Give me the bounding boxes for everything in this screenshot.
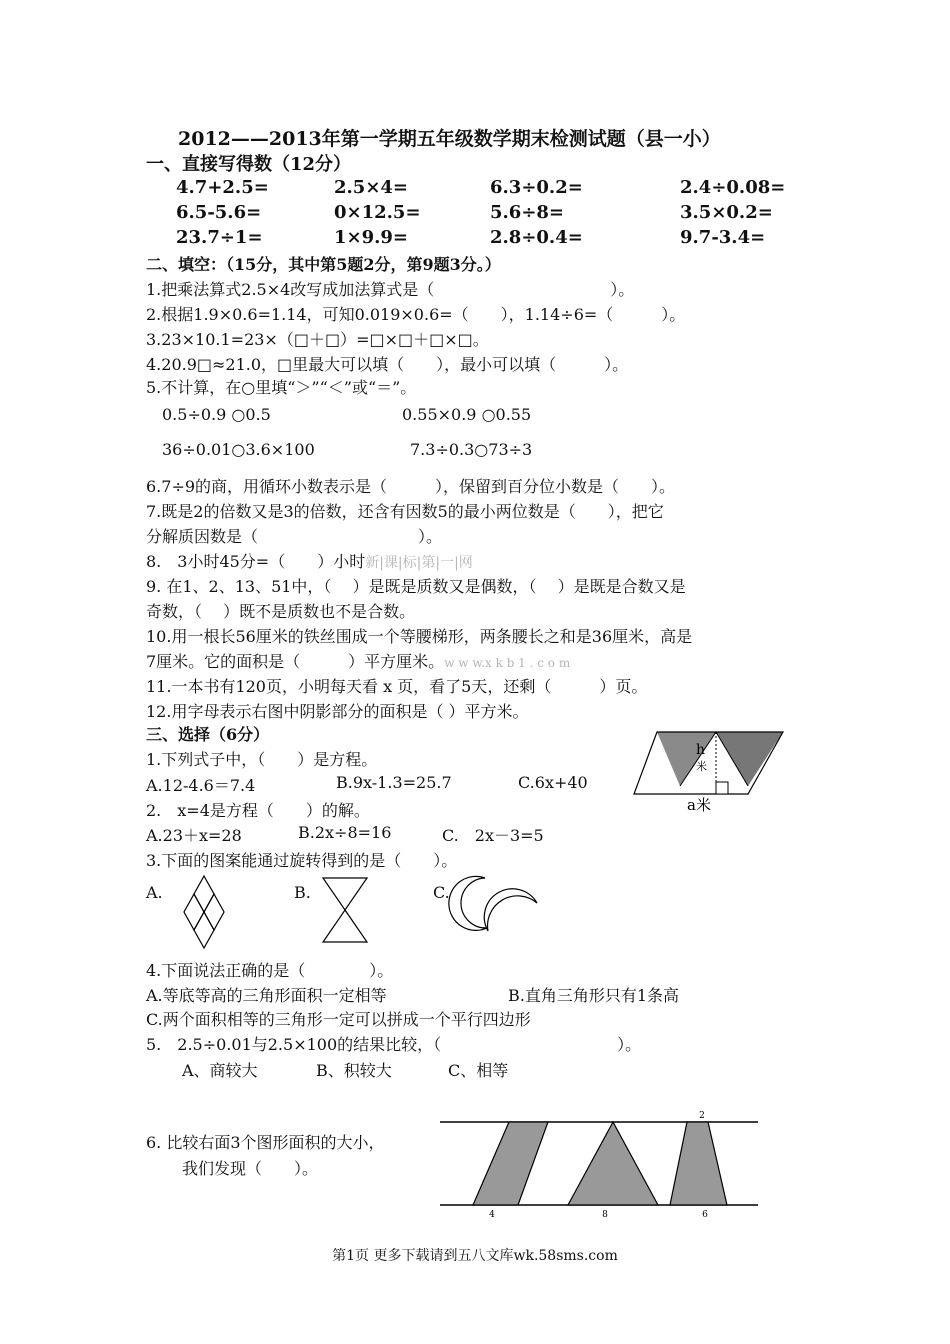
page-footer: 第1页 更多下载请到五八文库wk.58sms.com <box>332 1248 618 1264</box>
fill-q7-line2: 分解质因数是（ ）。 <box>146 527 443 546</box>
choice-option: C.两个面积相等的三角形一定可以拼成一个平行四边形 <box>146 1010 531 1029</box>
calc-item: 1×9.9= <box>334 227 409 248</box>
fill-q10-text: 7厘米。它的面积是（ ）平方厘米。 <box>146 652 445 671</box>
fill-q8-text: 8. 3小时45分=（ ）小时 <box>146 552 366 571</box>
choice-option: B.9x-1.3=25.7 <box>336 773 452 792</box>
section2-heading: 二、填空：（15分，其中第5题2分，第9题3分。） <box>146 255 501 274</box>
choice-option: A.23＋x=28 <box>146 826 242 845</box>
calc-item: 9.7-3.4= <box>680 227 766 248</box>
choice-q3: 3.下面的图案能通过旋转得到的是（ ）。 <box>146 851 458 870</box>
fill-q8 <box>146 549 473 572</box>
fill-q9-line2: 奇数，（ ）既不是质数也不是合数。 <box>146 602 416 621</box>
fill-q7-line1: 7.既是2的倍数又是3的倍数，还含有因数5的最小两位数是（ ），把它 <box>146 502 664 521</box>
bottom-length-label: 6 <box>702 1210 708 1220</box>
compare-item: 7.3÷0.3○73÷3 <box>410 440 533 459</box>
fill-q3: 3.23×10.1=23×（□＋□）=□×□＋□×□。 <box>146 330 489 349</box>
section3-heading: 三、选择（6分） <box>146 725 270 744</box>
choice-option: B.2x÷8=16 <box>298 823 392 842</box>
calc-item: 0×12.5= <box>334 202 421 223</box>
choice-option: B.直角三角形只有1条高 <box>508 986 680 1005</box>
choice-q2: 2. x=4是方程（ ）的解。 <box>146 801 370 820</box>
fill-q1: 1.把乘法算式2.5×4改写成加法算式是（ ）。 <box>146 280 635 299</box>
calc-item: 4.7+2.5= <box>176 177 269 198</box>
calc-item: 5.6÷8= <box>490 202 565 223</box>
fill-q12: 12.用字母表示右图中阴影部分的面积是（ ）平方米。 <box>146 702 529 721</box>
fill-q4: 4.20.9□≈21.0，□里最大可以填（ ），最小可以填（ ）。 <box>146 355 629 374</box>
choice-option: A.等底等高的三角形面积一定相等 <box>146 986 387 1005</box>
choice-q6-line2: 我们发现（ ）。 <box>182 1159 319 1178</box>
choice-q6-line1: 6. 比较右面3个图形面积的大小， <box>146 1133 385 1152</box>
top-length-label: 2 <box>699 1111 705 1121</box>
hourglass-figure <box>320 876 370 944</box>
three-shapes-figure <box>440 1108 765 1220</box>
choice-q4: 4.下面说法正确的是（ ）。 <box>146 961 394 980</box>
height-label: h <box>696 742 706 758</box>
fill-q2: 2.根据1.9×0.6=1.14，可知0.019×0.6=（ ），1.14÷6=（ ）。 <box>146 305 686 324</box>
fill-q10-line2 <box>146 649 570 672</box>
section1-heading: 一、直接写得数（12分） <box>146 154 352 175</box>
height-unit-label: 米 <box>696 760 707 773</box>
calc-item: 3.5×0.2= <box>680 202 773 223</box>
choice-option: A. <box>146 883 163 902</box>
calc-item: 6.3÷0.2= <box>490 177 583 198</box>
calc-item: 2.8÷0.4= <box>490 227 583 248</box>
fill-q9-line1: 9. 在1、2、13、51中，（ ）是既是质数又是偶数，（ ）是既是合数又是 <box>146 577 686 596</box>
watermark: 新|课|标|第|一|网 <box>365 555 473 571</box>
bottom-length-label: 8 <box>602 1210 608 1220</box>
fill-q5: 5.不计算，在○里填“＞”“＜”或“＝”。 <box>146 378 417 397</box>
base-label: a米 <box>687 796 711 814</box>
calc-item: 2.5×4= <box>334 177 409 198</box>
watermark: w w w.x k b 1 . c o m <box>444 656 571 670</box>
compare-item: 0.5÷0.9 ○0.5 <box>162 405 271 424</box>
choice-option: A、商较大 <box>182 1061 258 1080</box>
choice-option: B. <box>294 883 311 902</box>
choice-q5: 5. 2.5÷0.01与2.5×100的结果比较，（ ）。 <box>146 1035 642 1054</box>
calc-item: 6.5-5.6= <box>176 202 262 223</box>
fill-q10-line1: 10.用一根长56厘米的铁丝围成一个等腰梯形，两条腰长之和是36厘米，高是 <box>146 627 693 646</box>
fill-q11: 11.一本书有120页，小明每天看 x 页，看了5天，还剩（ ）页。 <box>146 677 648 696</box>
choice-option: C. <box>433 883 450 902</box>
diamonds-figure <box>182 874 227 954</box>
choice-option: C、相等 <box>448 1061 509 1080</box>
calc-item: 23.7÷1= <box>176 227 263 248</box>
bottom-length-label: 4 <box>489 1210 495 1220</box>
shaded-parallelogram-figure <box>632 726 792 818</box>
compare-item: 0.55×0.9 ○0.55 <box>402 405 532 424</box>
crescents-figure <box>455 876 540 938</box>
page-title: 2012——2013年第一学期五年级数学期末检测试题（县一小） <box>178 128 721 150</box>
choice-option: C. 2x－3=5 <box>442 826 544 845</box>
calc-item: 2.4÷0.08= <box>680 177 786 198</box>
choice-option: B、积较大 <box>316 1061 392 1080</box>
compare-item: 36÷0.01○3.6×100 <box>162 440 315 459</box>
choice-option: C.6x+40 <box>518 773 588 792</box>
fill-q6: 6.7÷9的商，用循环小数表示是（ ），保留到百分位小数是（ ）。 <box>146 477 676 496</box>
choice-option: A.12-4.6＝7.4 <box>146 776 256 795</box>
choice-q1: 1.下列式子中，（ ）是方程。 <box>146 750 378 769</box>
